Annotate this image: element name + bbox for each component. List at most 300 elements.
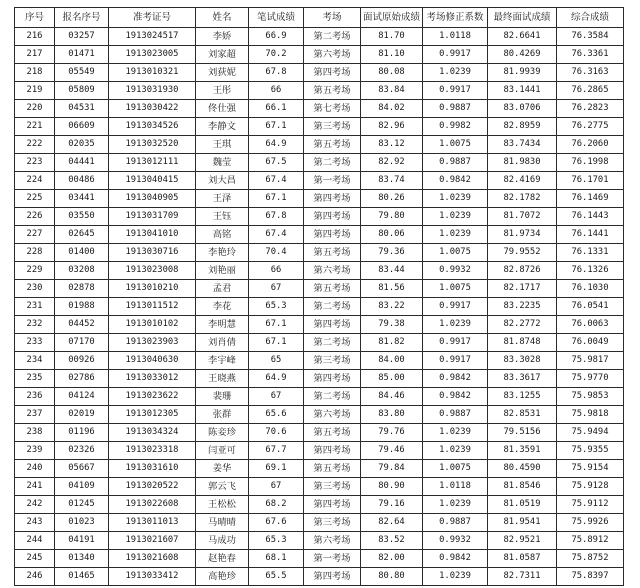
- cell-registration-no: 01471: [55, 46, 109, 64]
- cell-composite-score: 76.3584: [557, 28, 624, 46]
- cell-room-correction-factor: 1.0118: [423, 28, 488, 46]
- table-row: [15, 136, 624, 154]
- cell-seq: 246: [15, 568, 55, 586]
- cell-room-correction-factor: 0.9842: [423, 388, 488, 406]
- header-room-correction-factor: 考场修正系数: [423, 8, 488, 28]
- cell-registration-no: 04124: [55, 388, 109, 406]
- cell-admission-ticket-no: 1913022608: [109, 496, 196, 514]
- cell-written-score: 67.1: [249, 334, 304, 352]
- cell-registration-no: 01023: [55, 514, 109, 532]
- cell-name: 李花: [196, 298, 249, 316]
- cell-exam-room: 第二考场: [304, 154, 361, 172]
- cell-name: 刘家超: [196, 46, 249, 64]
- cell-seq: 232: [15, 316, 55, 334]
- cell-registration-no: 01465: [55, 568, 109, 586]
- cell-composite-score: 76.2865: [557, 82, 624, 100]
- cell-written-score: 66: [249, 262, 304, 280]
- cell-admission-ticket-no: 1913021607: [109, 532, 196, 550]
- cell-composite-score: 76.1469: [557, 190, 624, 208]
- cell-name: 郭云飞: [196, 478, 249, 496]
- cell-seq: 237: [15, 406, 55, 424]
- cell-final-interview-score: 82.8726: [488, 262, 557, 280]
- table-row: [15, 172, 624, 190]
- cell-room-correction-factor: 0.9932: [423, 262, 488, 280]
- cell-raw-interview-score: 79.38: [361, 316, 423, 334]
- cell-exam-room: 第四考场: [304, 568, 361, 586]
- cell-final-interview-score: 83.3028: [488, 352, 557, 370]
- cell-exam-room: 第七考场: [304, 100, 361, 118]
- cell-written-score: 66.1: [249, 100, 304, 118]
- cell-final-interview-score: 82.8959: [488, 118, 557, 136]
- cell-composite-score: 76.3361: [557, 46, 624, 64]
- cell-composite-score: 76.3163: [557, 64, 624, 82]
- cell-written-score: 67.1: [249, 118, 304, 136]
- cell-written-score: 67: [249, 388, 304, 406]
- cell-seq: 218: [15, 64, 55, 82]
- cell-exam-room: 第二考场: [304, 334, 361, 352]
- cell-written-score: 70.2: [249, 46, 304, 64]
- cell-registration-no: 03441: [55, 190, 109, 208]
- header-row: [15, 8, 624, 28]
- cell-name: 刘艳丽: [196, 262, 249, 280]
- header-seq: 序号: [15, 8, 55, 28]
- cell-final-interview-score: 81.8748: [488, 334, 557, 352]
- cell-written-score: 65.3: [249, 298, 304, 316]
- cell-exam-room: 第一考场: [304, 550, 361, 568]
- cell-raw-interview-score: 83.52: [361, 532, 423, 550]
- table-row: [15, 478, 624, 496]
- cell-composite-score: 75.8752: [557, 550, 624, 568]
- cell-name: 高铭: [196, 226, 249, 244]
- cell-name: 李娇: [196, 28, 249, 46]
- cell-room-correction-factor: 0.9842: [423, 172, 488, 190]
- cell-exam-room: 第四考场: [304, 442, 361, 460]
- cell-exam-room: 第四考场: [304, 496, 361, 514]
- cell-room-correction-factor: 1.0075: [423, 280, 488, 298]
- cell-raw-interview-score: 84.00: [361, 352, 423, 370]
- cell-registration-no: 06609: [55, 118, 109, 136]
- cell-final-interview-score: 81.3591: [488, 442, 557, 460]
- cell-final-interview-score: 81.9541: [488, 514, 557, 532]
- cell-seq: 233: [15, 334, 55, 352]
- header-composite-score: 综合成绩: [557, 8, 624, 28]
- cell-raw-interview-score: 80.06: [361, 226, 423, 244]
- table-row: [15, 46, 624, 64]
- cell-name: 姜华: [196, 460, 249, 478]
- cell-composite-score: 76.1998: [557, 154, 624, 172]
- cell-exam-room: 第五考场: [304, 424, 361, 442]
- cell-registration-no: 00926: [55, 352, 109, 370]
- cell-final-interview-score: 81.7072: [488, 208, 557, 226]
- cell-name: 刘大昌: [196, 172, 249, 190]
- cell-name: 陈妾珍: [196, 424, 249, 442]
- cell-final-interview-score: 83.3617: [488, 370, 557, 388]
- cell-room-correction-factor: 1.0118: [423, 478, 488, 496]
- cell-admission-ticket-no: 1913011512: [109, 298, 196, 316]
- cell-name: 李明慧: [196, 316, 249, 334]
- cell-raw-interview-score: 79.76: [361, 424, 423, 442]
- cell-composite-score: 75.9853: [557, 388, 624, 406]
- cell-final-interview-score: 81.9734: [488, 226, 557, 244]
- cell-composite-score: 76.0063: [557, 316, 624, 334]
- table-row: [15, 514, 624, 532]
- cell-room-correction-factor: 1.0075: [423, 136, 488, 154]
- cell-final-interview-score: 83.1441: [488, 82, 557, 100]
- cell-seq: 236: [15, 388, 55, 406]
- cell-written-score: 64.9: [249, 136, 304, 154]
- cell-admission-ticket-no: 1913031610: [109, 460, 196, 478]
- table-row: [15, 352, 624, 370]
- table-row: [15, 460, 624, 478]
- cell-composite-score: 75.9817: [557, 352, 624, 370]
- cell-exam-room: 第六考场: [304, 532, 361, 550]
- cell-written-score: 70.6: [249, 424, 304, 442]
- table-row: [15, 154, 624, 172]
- cell-written-score: 67: [249, 280, 304, 298]
- cell-written-score: 64.9: [249, 370, 304, 388]
- cell-admission-ticket-no: 1913024517: [109, 28, 196, 46]
- cell-room-correction-factor: 0.9917: [423, 352, 488, 370]
- cell-admission-ticket-no: 1913030422: [109, 100, 196, 118]
- cell-written-score: 68.2: [249, 496, 304, 514]
- cell-seq: 231: [15, 298, 55, 316]
- cell-registration-no: 07170: [55, 334, 109, 352]
- cell-room-correction-factor: 0.9932: [423, 532, 488, 550]
- cell-admission-ticket-no: 1913011013: [109, 514, 196, 532]
- cell-seq: 217: [15, 46, 55, 64]
- cell-admission-ticket-no: 1913023903: [109, 334, 196, 352]
- cell-name: 马成功: [196, 532, 249, 550]
- cell-registration-no: 03208: [55, 262, 109, 280]
- cell-admission-ticket-no: 1913012111: [109, 154, 196, 172]
- cell-written-score: 65.3: [249, 532, 304, 550]
- cell-name: 裴珊: [196, 388, 249, 406]
- table-row: [15, 298, 624, 316]
- cell-written-score: 67.4: [249, 226, 304, 244]
- cell-registration-no: 02035: [55, 136, 109, 154]
- cell-name: 高艳珍: [196, 568, 249, 586]
- table-row: [15, 226, 624, 244]
- cell-exam-room: 第三考场: [304, 478, 361, 496]
- score-table: [14, 7, 624, 586]
- cell-composite-score: 75.9818: [557, 406, 624, 424]
- header-final-interview-score: 最终面试成绩: [488, 8, 557, 28]
- cell-registration-no: 03550: [55, 208, 109, 226]
- cell-room-correction-factor: 0.9887: [423, 406, 488, 424]
- cell-raw-interview-score: 80.26: [361, 190, 423, 208]
- table-row: [15, 82, 624, 100]
- cell-name: 王琪: [196, 136, 249, 154]
- cell-final-interview-score: 82.9521: [488, 532, 557, 550]
- cell-name: 李静文: [196, 118, 249, 136]
- table-row: [15, 496, 624, 514]
- cell-registration-no: 01196: [55, 424, 109, 442]
- cell-exam-room: 第四考场: [304, 316, 361, 334]
- cell-room-correction-factor: 0.9917: [423, 334, 488, 352]
- cell-admission-ticket-no: 1913034526: [109, 118, 196, 136]
- header-exam-room: 考场: [304, 8, 361, 28]
- cell-final-interview-score: 80.4590: [488, 460, 557, 478]
- cell-registration-no: 04109: [55, 478, 109, 496]
- cell-room-correction-factor: 1.0075: [423, 460, 488, 478]
- cell-room-correction-factor: 0.9887: [423, 100, 488, 118]
- cell-seq: 228: [15, 244, 55, 262]
- cell-seq: 242: [15, 496, 55, 514]
- cell-final-interview-score: 83.2235: [488, 298, 557, 316]
- cell-registration-no: 03257: [55, 28, 109, 46]
- cell-final-interview-score: 81.8546: [488, 478, 557, 496]
- cell-raw-interview-score: 85.00: [361, 370, 423, 388]
- table-row: [15, 334, 624, 352]
- cell-registration-no: 00486: [55, 172, 109, 190]
- cell-raw-interview-score: 84.02: [361, 100, 423, 118]
- cell-composite-score: 75.9926: [557, 514, 624, 532]
- cell-exam-room: 第六考场: [304, 406, 361, 424]
- score-sheet: [14, 7, 623, 586]
- cell-room-correction-factor: 1.0239: [423, 208, 488, 226]
- cell-written-score: 67.6: [249, 514, 304, 532]
- cell-seq: 243: [15, 514, 55, 532]
- cell-seq: 225: [15, 190, 55, 208]
- cell-seq: 216: [15, 28, 55, 46]
- cell-exam-room: 第五考场: [304, 136, 361, 154]
- cell-seq: 226: [15, 208, 55, 226]
- cell-room-correction-factor: 1.0239: [423, 568, 488, 586]
- cell-composite-score: 76.1443: [557, 208, 624, 226]
- cell-registration-no: 02786: [55, 370, 109, 388]
- cell-name: 张群: [196, 406, 249, 424]
- cell-written-score: 67.4: [249, 172, 304, 190]
- cell-seq: 224: [15, 172, 55, 190]
- table-row: [15, 190, 624, 208]
- cell-admission-ticket-no: 1913021608: [109, 550, 196, 568]
- cell-name: 王彤: [196, 82, 249, 100]
- cell-admission-ticket-no: 1913023008: [109, 262, 196, 280]
- table-row: [15, 568, 624, 586]
- cell-exam-room: 第四考场: [304, 64, 361, 82]
- cell-written-score: 65.6: [249, 406, 304, 424]
- cell-name: 刘肖倩: [196, 334, 249, 352]
- cell-final-interview-score: 81.0519: [488, 496, 557, 514]
- cell-composite-score: 76.0541: [557, 298, 624, 316]
- cell-name: 王晓燕: [196, 370, 249, 388]
- cell-name: 王松松: [196, 496, 249, 514]
- cell-seq: 245: [15, 550, 55, 568]
- cell-room-correction-factor: 0.9842: [423, 550, 488, 568]
- cell-registration-no: 04531: [55, 100, 109, 118]
- cell-room-correction-factor: 0.9887: [423, 514, 488, 532]
- table-row: [15, 370, 624, 388]
- cell-registration-no: 01245: [55, 496, 109, 514]
- cell-final-interview-score: 81.0587: [488, 550, 557, 568]
- cell-final-interview-score: 79.5156: [488, 424, 557, 442]
- header-name: 姓名: [196, 8, 249, 28]
- table-row: [15, 532, 624, 550]
- cell-name: 刘荻妮: [196, 64, 249, 82]
- table-row: [15, 28, 624, 46]
- cell-seq: 244: [15, 532, 55, 550]
- table-row: [15, 316, 624, 334]
- cell-room-correction-factor: 0.9917: [423, 82, 488, 100]
- cell-registration-no: 05549: [55, 64, 109, 82]
- cell-composite-score: 76.2060: [557, 136, 624, 154]
- cell-room-correction-factor: 1.0239: [423, 64, 488, 82]
- cell-registration-no: 05667: [55, 460, 109, 478]
- cell-seq: 227: [15, 226, 55, 244]
- cell-admission-ticket-no: 1913023005: [109, 46, 196, 64]
- cell-composite-score: 75.9355: [557, 442, 624, 460]
- cell-name: 佟仕强: [196, 100, 249, 118]
- cell-composite-score: 75.8397: [557, 568, 624, 586]
- cell-room-correction-factor: 1.0239: [423, 496, 488, 514]
- cell-room-correction-factor: 0.9887: [423, 154, 488, 172]
- cell-written-score: 68.1: [249, 550, 304, 568]
- table-row: [15, 280, 624, 298]
- cell-composite-score: 76.0049: [557, 334, 624, 352]
- cell-admission-ticket-no: 1913033412: [109, 568, 196, 586]
- cell-name: 李艳玲: [196, 244, 249, 262]
- cell-exam-room: 第四考场: [304, 190, 361, 208]
- header-admission-ticket-no: 准考证号: [109, 8, 196, 28]
- cell-composite-score: 76.1441: [557, 226, 624, 244]
- cell-admission-ticket-no: 1913020522: [109, 478, 196, 496]
- cell-raw-interview-score: 83.74: [361, 172, 423, 190]
- cell-registration-no: 02878: [55, 280, 109, 298]
- cell-final-interview-score: 81.9939: [488, 64, 557, 82]
- cell-name: 魏莹: [196, 154, 249, 172]
- header-raw-interview-score: 面试原始成绩: [361, 8, 423, 28]
- cell-room-correction-factor: 1.0239: [423, 424, 488, 442]
- cell-composite-score: 76.1701: [557, 172, 624, 190]
- cell-room-correction-factor: 0.9917: [423, 46, 488, 64]
- cell-admission-ticket-no: 1913023318: [109, 442, 196, 460]
- cell-admission-ticket-no: 1913040630: [109, 352, 196, 370]
- cell-written-score: 66.9: [249, 28, 304, 46]
- cell-written-score: 66: [249, 82, 304, 100]
- table-row: [15, 208, 624, 226]
- table-row: [15, 262, 624, 280]
- cell-raw-interview-score: 80.90: [361, 478, 423, 496]
- cell-raw-interview-score: 80.80: [361, 568, 423, 586]
- cell-seq: 234: [15, 352, 55, 370]
- cell-seq: 235: [15, 370, 55, 388]
- cell-room-correction-factor: 0.9982: [423, 118, 488, 136]
- cell-raw-interview-score: 79.16: [361, 496, 423, 514]
- cell-registration-no: 05809: [55, 82, 109, 100]
- cell-admission-ticket-no: 1913010210: [109, 280, 196, 298]
- cell-final-interview-score: 80.4269: [488, 46, 557, 64]
- cell-admission-ticket-no: 1913023622: [109, 388, 196, 406]
- cell-raw-interview-score: 82.92: [361, 154, 423, 172]
- table-row: [15, 118, 624, 136]
- cell-admission-ticket-no: 1913012305: [109, 406, 196, 424]
- cell-raw-interview-score: 83.22: [361, 298, 423, 316]
- cell-registration-no: 02645: [55, 226, 109, 244]
- cell-seq: 229: [15, 262, 55, 280]
- cell-final-interview-score: 83.0706: [488, 100, 557, 118]
- cell-raw-interview-score: 79.46: [361, 442, 423, 460]
- table-row: [15, 388, 624, 406]
- cell-seq: 221: [15, 118, 55, 136]
- cell-raw-interview-score: 83.12: [361, 136, 423, 154]
- cell-name: 马晴晴: [196, 514, 249, 532]
- cell-seq: 230: [15, 280, 55, 298]
- cell-room-correction-factor: 1.0239: [423, 442, 488, 460]
- cell-name: 王钰: [196, 208, 249, 226]
- cell-name: 赵艳春: [196, 550, 249, 568]
- cell-raw-interview-score: 81.82: [361, 334, 423, 352]
- cell-raw-interview-score: 83.44: [361, 262, 423, 280]
- cell-exam-room: 第五考场: [304, 460, 361, 478]
- cell-admission-ticket-no: 1913030716: [109, 244, 196, 262]
- cell-registration-no: 01988: [55, 298, 109, 316]
- cell-final-interview-score: 82.7311: [488, 568, 557, 586]
- cell-exam-room: 第三考场: [304, 352, 361, 370]
- cell-raw-interview-score: 79.84: [361, 460, 423, 478]
- table-row: [15, 406, 624, 424]
- cell-admission-ticket-no: 1913040905: [109, 190, 196, 208]
- table-row: [15, 244, 624, 262]
- cell-room-correction-factor: 0.9917: [423, 298, 488, 316]
- cell-registration-no: 04441: [55, 154, 109, 172]
- cell-seq: 241: [15, 478, 55, 496]
- cell-registration-no: 02326: [55, 442, 109, 460]
- cell-final-interview-score: 83.7434: [488, 136, 557, 154]
- header-written-score: 笔试成绩: [249, 8, 304, 28]
- cell-written-score: 67.5: [249, 154, 304, 172]
- cell-name: 李宇峰: [196, 352, 249, 370]
- cell-raw-interview-score: 83.84: [361, 82, 423, 100]
- cell-written-score: 67.1: [249, 190, 304, 208]
- cell-registration-no: 04452: [55, 316, 109, 334]
- cell-written-score: 67.8: [249, 208, 304, 226]
- cell-exam-room: 第二考场: [304, 298, 361, 316]
- cell-exam-room: 第五考场: [304, 244, 361, 262]
- cell-registration-no: 02019: [55, 406, 109, 424]
- table-row: [15, 64, 624, 82]
- cell-final-interview-score: 82.6641: [488, 28, 557, 46]
- cell-room-correction-factor: 1.0239: [423, 226, 488, 244]
- cell-exam-room: 第六考场: [304, 262, 361, 280]
- cell-seq: 220: [15, 100, 55, 118]
- cell-composite-score: 76.1331: [557, 244, 624, 262]
- cell-composite-score: 76.2775: [557, 118, 624, 136]
- table-header: [15, 8, 624, 28]
- cell-seq: 238: [15, 424, 55, 442]
- cell-exam-room: 第三考场: [304, 118, 361, 136]
- cell-room-correction-factor: 1.0239: [423, 316, 488, 334]
- cell-composite-score: 75.9494: [557, 424, 624, 442]
- cell-composite-score: 75.9112: [557, 496, 624, 514]
- cell-admission-ticket-no: 1913033012: [109, 370, 196, 388]
- cell-seq: 219: [15, 82, 55, 100]
- header-registration-no: 报名序号: [55, 8, 109, 28]
- cell-admission-ticket-no: 1913040415: [109, 172, 196, 190]
- cell-written-score: 67.8: [249, 64, 304, 82]
- table-body: [15, 28, 624, 586]
- cell-exam-room: 第四考场: [304, 226, 361, 244]
- cell-registration-no: 04191: [55, 532, 109, 550]
- cell-written-score: 65.5: [249, 568, 304, 586]
- cell-final-interview-score: 82.2772: [488, 316, 557, 334]
- cell-final-interview-score: 83.1255: [488, 388, 557, 406]
- cell-composite-score: 75.9128: [557, 478, 624, 496]
- cell-raw-interview-score: 79.80: [361, 208, 423, 226]
- table-row: [15, 424, 624, 442]
- cell-admission-ticket-no: 1913031709: [109, 208, 196, 226]
- cell-raw-interview-score: 81.70: [361, 28, 423, 46]
- cell-composite-score: 75.8912: [557, 532, 624, 550]
